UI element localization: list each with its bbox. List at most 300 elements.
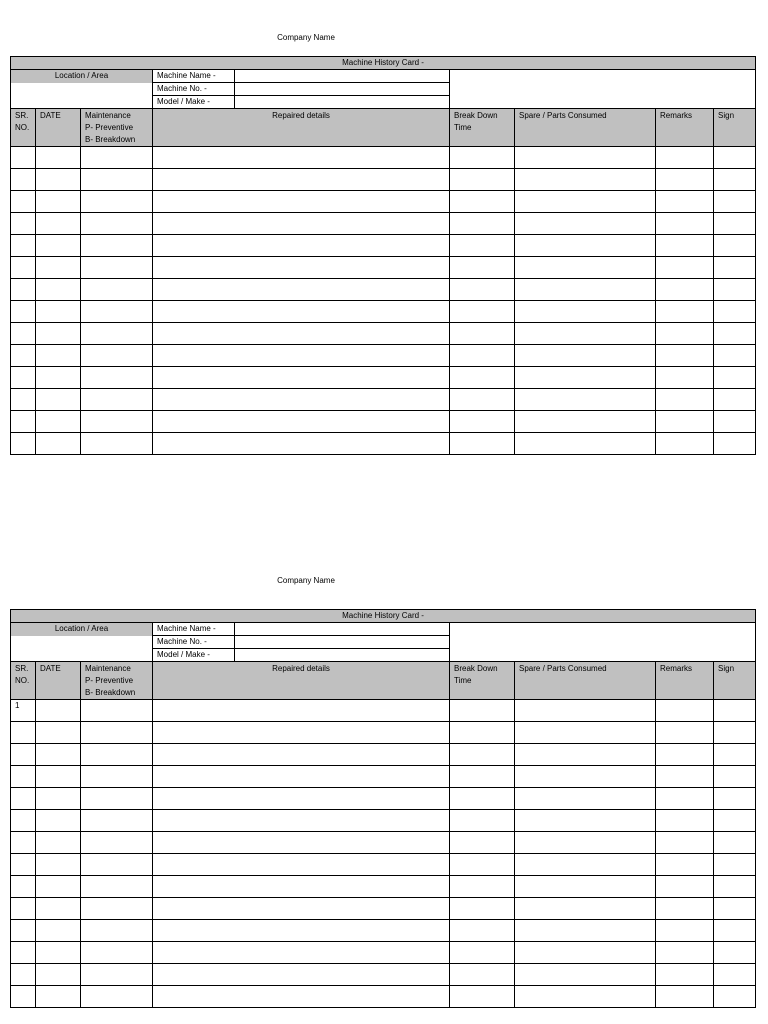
cell-break-down-time[interactable] bbox=[450, 367, 515, 389]
model-make-label: Model / Make - bbox=[153, 649, 235, 662]
cell-break-down-time[interactable] bbox=[450, 810, 515, 832]
cell-spare-parts[interactable] bbox=[515, 257, 656, 279]
cell-date[interactable] bbox=[36, 832, 81, 854]
cell-sr-no[interactable] bbox=[11, 235, 36, 257]
cell-sr-no[interactable] bbox=[11, 964, 36, 986]
col-sign: Sign bbox=[714, 662, 756, 700]
cell-sign[interactable] bbox=[714, 257, 756, 279]
cell-sr-no[interactable] bbox=[11, 832, 36, 854]
cell-spare-parts[interactable] bbox=[515, 345, 656, 367]
cell-spare-parts[interactable] bbox=[515, 323, 656, 345]
machine-no-label: Machine No. - bbox=[153, 83, 235, 96]
cell-maintenance[interactable] bbox=[81, 213, 153, 235]
cell-break-down-time[interactable] bbox=[450, 169, 515, 191]
cell-remarks[interactable] bbox=[656, 832, 714, 854]
cell-repaired-details[interactable] bbox=[153, 854, 450, 876]
cell-sr-no[interactable] bbox=[11, 169, 36, 191]
table-row bbox=[11, 964, 756, 986]
cell-sr-no[interactable] bbox=[11, 323, 36, 345]
maintenance-breakdown: B- Breakdown bbox=[85, 135, 136, 144]
cell-repaired-details[interactable] bbox=[153, 191, 450, 213]
table-row bbox=[11, 854, 756, 876]
cell-break-down-time[interactable] bbox=[450, 433, 515, 455]
cell-sr-no[interactable] bbox=[11, 257, 36, 279]
table-row bbox=[11, 788, 756, 810]
cell-remarks[interactable] bbox=[656, 700, 714, 722]
cell-repaired-details[interactable] bbox=[153, 832, 450, 854]
cell-maintenance[interactable] bbox=[81, 744, 153, 766]
cell-break-down-time[interactable] bbox=[450, 235, 515, 257]
cell-maintenance[interactable] bbox=[81, 876, 153, 898]
cell-sr-no[interactable] bbox=[11, 986, 36, 1008]
location-area-label: Location / Area bbox=[11, 70, 153, 83]
cell-maintenance[interactable] bbox=[81, 147, 153, 169]
cell-spare-parts[interactable] bbox=[515, 191, 656, 213]
cell-spare-parts[interactable] bbox=[515, 235, 656, 257]
table-row bbox=[11, 722, 756, 744]
cell-repaired-details[interactable] bbox=[153, 323, 450, 345]
cell-sign[interactable] bbox=[714, 920, 756, 942]
table-row bbox=[11, 898, 756, 920]
cell-sr-no[interactable] bbox=[11, 722, 36, 744]
cell-remarks[interactable] bbox=[656, 722, 714, 744]
cell-sign[interactable] bbox=[714, 964, 756, 986]
machine-no-field[interactable] bbox=[235, 636, 450, 649]
cell-remarks[interactable] bbox=[656, 147, 714, 169]
cell-break-down-time[interactable] bbox=[450, 279, 515, 301]
cell-break-down-time[interactable] bbox=[450, 942, 515, 964]
cell-remarks[interactable] bbox=[656, 854, 714, 876]
cell-spare-parts[interactable] bbox=[515, 213, 656, 235]
cell-sr-no[interactable] bbox=[11, 898, 36, 920]
cell-maintenance[interactable] bbox=[81, 301, 153, 323]
cell-break-down-time[interactable] bbox=[450, 147, 515, 169]
cell-spare-parts[interactable] bbox=[515, 744, 656, 766]
cell-spare-parts[interactable] bbox=[515, 920, 656, 942]
col-remarks: Remarks bbox=[656, 109, 714, 147]
cell-sign[interactable] bbox=[714, 411, 756, 433]
cell-maintenance[interactable] bbox=[81, 964, 153, 986]
card-title: Machine History Card - bbox=[11, 57, 756, 70]
cell-remarks[interactable] bbox=[656, 389, 714, 411]
location-area-label: Location / Area bbox=[11, 623, 153, 636]
cell-sr-no[interactable] bbox=[11, 301, 36, 323]
company-name-1: Company Name bbox=[277, 33, 335, 42]
cell-remarks[interactable] bbox=[656, 788, 714, 810]
cell-sign[interactable] bbox=[714, 169, 756, 191]
cell-sign[interactable] bbox=[714, 986, 756, 1008]
cell-break-down-time[interactable] bbox=[450, 832, 515, 854]
cell-break-down-time[interactable] bbox=[450, 898, 515, 920]
cell-maintenance[interactable] bbox=[81, 700, 153, 722]
cell-sr-no[interactable] bbox=[11, 411, 36, 433]
cell-sr-no[interactable] bbox=[11, 213, 36, 235]
table-row bbox=[11, 810, 756, 832]
location-area-field[interactable] bbox=[11, 83, 153, 109]
cell-maintenance[interactable] bbox=[81, 345, 153, 367]
cell-remarks[interactable] bbox=[656, 191, 714, 213]
table-row bbox=[11, 700, 756, 722]
cell-sr-no[interactable] bbox=[11, 920, 36, 942]
col-remarks: Remarks bbox=[656, 662, 714, 700]
cell-remarks[interactable] bbox=[656, 964, 714, 986]
cell-repaired-details[interactable] bbox=[153, 898, 450, 920]
cell-break-down-time[interactable] bbox=[450, 345, 515, 367]
cell-repaired-details[interactable] bbox=[153, 810, 450, 832]
cell-spare-parts[interactable] bbox=[515, 964, 656, 986]
cell-date[interactable] bbox=[36, 876, 81, 898]
cell-remarks[interactable] bbox=[656, 367, 714, 389]
cell-remarks[interactable] bbox=[656, 213, 714, 235]
cell-date[interactable] bbox=[36, 345, 81, 367]
table-row bbox=[11, 257, 756, 279]
cell-sign[interactable] bbox=[714, 942, 756, 964]
cell-repaired-details[interactable] bbox=[153, 920, 450, 942]
cell-maintenance[interactable] bbox=[81, 367, 153, 389]
cell-maintenance[interactable] bbox=[81, 323, 153, 345]
cell-sign[interactable] bbox=[714, 788, 756, 810]
cell-spare-parts[interactable] bbox=[515, 389, 656, 411]
cell-maintenance[interactable] bbox=[81, 920, 153, 942]
cell-date[interactable] bbox=[36, 810, 81, 832]
cell-sign[interactable] bbox=[714, 367, 756, 389]
cell-spare-parts[interactable] bbox=[515, 942, 656, 964]
cell-repaired-details[interactable] bbox=[153, 744, 450, 766]
cell-maintenance[interactable] bbox=[81, 832, 153, 854]
cell-sr-no[interactable] bbox=[11, 876, 36, 898]
table-row bbox=[11, 301, 756, 323]
machine-name-label: Machine Name - bbox=[153, 70, 235, 83]
cell-break-down-time[interactable] bbox=[450, 854, 515, 876]
card2-rows bbox=[11, 700, 756, 1008]
col-spare-parts: Spare / Parts Consumed bbox=[515, 109, 656, 147]
maintenance-preventive: P- Preventive bbox=[85, 123, 134, 132]
cell-sign[interactable] bbox=[714, 810, 756, 832]
cell-repaired-details[interactable] bbox=[153, 147, 450, 169]
cell-remarks[interactable] bbox=[656, 279, 714, 301]
cell-spare-parts[interactable] bbox=[515, 722, 656, 744]
cell-sign[interactable] bbox=[714, 700, 756, 722]
cell-sr-no[interactable] bbox=[11, 147, 36, 169]
cell-maintenance[interactable] bbox=[81, 411, 153, 433]
cell-maintenance[interactable] bbox=[81, 986, 153, 1008]
cell-repaired-details[interactable] bbox=[153, 766, 450, 788]
cell-repaired-details[interactable] bbox=[153, 301, 450, 323]
cell-sign[interactable] bbox=[714, 876, 756, 898]
cell-sr-no[interactable] bbox=[11, 942, 36, 964]
cell-maintenance[interactable] bbox=[81, 854, 153, 876]
table-row bbox=[11, 345, 756, 367]
col-break-down-time: Break Down Time bbox=[450, 662, 515, 700]
cell-repaired-details[interactable] bbox=[153, 788, 450, 810]
cell-sign[interactable] bbox=[714, 279, 756, 301]
maintenance-preventive: P- Preventive bbox=[85, 676, 134, 685]
cell-spare-parts[interactable] bbox=[515, 279, 656, 301]
cell-repaired-details[interactable] bbox=[153, 986, 450, 1008]
col-sign: Sign bbox=[714, 109, 756, 147]
cell-remarks[interactable] bbox=[656, 920, 714, 942]
cell-sign[interactable] bbox=[714, 433, 756, 455]
col-spare-parts: Spare / Parts Consumed bbox=[515, 662, 656, 700]
header-blank bbox=[450, 70, 756, 109]
cell-date[interactable] bbox=[36, 700, 81, 722]
cell-date[interactable] bbox=[36, 986, 81, 1008]
cell-sr-no[interactable] bbox=[11, 744, 36, 766]
cell-date[interactable] bbox=[36, 942, 81, 964]
header-blank bbox=[450, 623, 756, 662]
cell-maintenance[interactable] bbox=[81, 279, 153, 301]
cell-break-down-time[interactable] bbox=[450, 766, 515, 788]
cell-remarks[interactable] bbox=[656, 323, 714, 345]
cell-maintenance[interactable] bbox=[81, 766, 153, 788]
cell-repaired-details[interactable] bbox=[153, 433, 450, 455]
machine-history-card-2 bbox=[10, 609, 756, 1008]
cell-repaired-details[interactable] bbox=[153, 942, 450, 964]
table-row bbox=[11, 279, 756, 301]
cell-sign[interactable] bbox=[714, 832, 756, 854]
cell-spare-parts[interactable] bbox=[515, 832, 656, 854]
cell-spare-parts[interactable] bbox=[515, 898, 656, 920]
cell-maintenance[interactable] bbox=[81, 788, 153, 810]
cell-sign[interactable] bbox=[714, 235, 756, 257]
cell-maintenance[interactable] bbox=[81, 191, 153, 213]
cell-maintenance[interactable] bbox=[81, 810, 153, 832]
cell-remarks[interactable] bbox=[656, 810, 714, 832]
cell-spare-parts[interactable] bbox=[515, 854, 656, 876]
col-repaired-details: Repaired details bbox=[153, 109, 450, 147]
machine-name-field[interactable] bbox=[235, 623, 450, 636]
cell-sign[interactable] bbox=[714, 722, 756, 744]
maintenance-breakdown: B- Breakdown bbox=[85, 688, 136, 697]
cell-sign[interactable] bbox=[714, 345, 756, 367]
maintenance-label: Maintenance bbox=[85, 664, 131, 673]
cell-date[interactable] bbox=[36, 367, 81, 389]
cell-repaired-details[interactable] bbox=[153, 389, 450, 411]
cell-spare-parts[interactable] bbox=[515, 788, 656, 810]
cell-spare-parts[interactable] bbox=[515, 411, 656, 433]
location-area-field[interactable] bbox=[11, 636, 153, 662]
cell-remarks[interactable] bbox=[656, 433, 714, 455]
cell-break-down-time[interactable] bbox=[450, 722, 515, 744]
table-row bbox=[11, 235, 756, 257]
col-maintenance bbox=[81, 109, 153, 147]
cell-date[interactable] bbox=[36, 191, 81, 213]
cell-break-down-time[interactable] bbox=[450, 257, 515, 279]
cell-sr-no[interactable] bbox=[11, 433, 36, 455]
cell-date[interactable] bbox=[36, 235, 81, 257]
cell-sr-no[interactable] bbox=[11, 766, 36, 788]
cell-maintenance[interactable] bbox=[81, 722, 153, 744]
maintenance-label: Maintenance bbox=[85, 111, 131, 120]
cell-maintenance[interactable] bbox=[81, 257, 153, 279]
table-row bbox=[11, 323, 756, 345]
cell-repaired-details[interactable] bbox=[153, 257, 450, 279]
cell-repaired-details[interactable] bbox=[153, 411, 450, 433]
cell-spare-parts[interactable] bbox=[515, 876, 656, 898]
cell-repaired-details[interactable] bbox=[153, 964, 450, 986]
cell-sr-no[interactable] bbox=[11, 345, 36, 367]
machine-name-label: Machine Name - bbox=[153, 623, 235, 636]
cell-sign[interactable] bbox=[714, 744, 756, 766]
cell-spare-parts[interactable] bbox=[515, 433, 656, 455]
cell-date[interactable] bbox=[36, 279, 81, 301]
cell-break-down-time[interactable] bbox=[450, 920, 515, 942]
cell-spare-parts[interactable] bbox=[515, 810, 656, 832]
cell-remarks[interactable] bbox=[656, 301, 714, 323]
company-name-2: Company Name bbox=[277, 576, 335, 585]
cell-remarks[interactable] bbox=[656, 898, 714, 920]
cell-sr-no[interactable] bbox=[11, 367, 36, 389]
cell-date[interactable] bbox=[36, 169, 81, 191]
cell-date[interactable] bbox=[36, 389, 81, 411]
cell-date[interactable] bbox=[36, 213, 81, 235]
cell-spare-parts[interactable] bbox=[515, 169, 656, 191]
cell-date[interactable] bbox=[36, 854, 81, 876]
cell-repaired-details[interactable] bbox=[153, 345, 450, 367]
cell-spare-parts[interactable] bbox=[515, 700, 656, 722]
cell-remarks[interactable] bbox=[656, 235, 714, 257]
cell-date[interactable] bbox=[36, 411, 81, 433]
cell-repaired-details[interactable] bbox=[153, 367, 450, 389]
col-repaired-details: Repaired details bbox=[153, 662, 450, 700]
table-row bbox=[11, 766, 756, 788]
machine-no-field[interactable] bbox=[235, 83, 450, 96]
cell-date[interactable] bbox=[36, 323, 81, 345]
cell-repaired-details[interactable] bbox=[153, 279, 450, 301]
cell-sign[interactable] bbox=[714, 389, 756, 411]
cell-repaired-details[interactable] bbox=[153, 169, 450, 191]
model-make-field[interactable] bbox=[235, 649, 450, 662]
cell-remarks[interactable] bbox=[656, 766, 714, 788]
cell-break-down-time[interactable] bbox=[450, 213, 515, 235]
cell-remarks[interactable] bbox=[656, 345, 714, 367]
cell-sr-no[interactable]: 1 bbox=[11, 700, 36, 722]
cell-date[interactable] bbox=[36, 257, 81, 279]
cell-break-down-time[interactable] bbox=[450, 964, 515, 986]
cell-sign[interactable] bbox=[714, 191, 756, 213]
cell-sign[interactable] bbox=[714, 323, 756, 345]
cell-break-down-time[interactable] bbox=[450, 700, 515, 722]
table-row bbox=[11, 389, 756, 411]
cell-break-down-time[interactable] bbox=[450, 323, 515, 345]
table-row bbox=[11, 832, 756, 854]
cell-date[interactable] bbox=[36, 433, 81, 455]
cell-maintenance[interactable] bbox=[81, 942, 153, 964]
card1-rows bbox=[11, 147, 756, 455]
table-row bbox=[11, 213, 756, 235]
cell-spare-parts[interactable] bbox=[515, 301, 656, 323]
cell-sign[interactable] bbox=[714, 766, 756, 788]
table-row bbox=[11, 433, 756, 455]
cell-date[interactable] bbox=[36, 964, 81, 986]
machine-no-label: Machine No. - bbox=[153, 636, 235, 649]
cell-date[interactable] bbox=[36, 920, 81, 942]
col-date: DATE bbox=[36, 662, 81, 700]
cell-break-down-time[interactable] bbox=[450, 876, 515, 898]
col-sr-no: SR. NO. bbox=[11, 109, 36, 147]
cell-remarks[interactable] bbox=[656, 986, 714, 1008]
machine-history-card-1 bbox=[10, 56, 756, 455]
table-row bbox=[11, 920, 756, 942]
cell-sr-no[interactable] bbox=[11, 788, 36, 810]
cell-repaired-details[interactable] bbox=[153, 876, 450, 898]
cell-sign[interactable] bbox=[714, 147, 756, 169]
cell-remarks[interactable] bbox=[656, 257, 714, 279]
cell-sr-no[interactable] bbox=[11, 854, 36, 876]
cell-break-down-time[interactable] bbox=[450, 389, 515, 411]
cell-remarks[interactable] bbox=[656, 169, 714, 191]
cell-sr-no[interactable] bbox=[11, 279, 36, 301]
model-make-label: Model / Make - bbox=[153, 96, 235, 109]
cell-sr-no[interactable] bbox=[11, 389, 36, 411]
cell-maintenance[interactable] bbox=[81, 898, 153, 920]
cell-sign[interactable] bbox=[714, 854, 756, 876]
cell-date[interactable] bbox=[36, 788, 81, 810]
cell-remarks[interactable] bbox=[656, 942, 714, 964]
col-sr-no: SR. NO. bbox=[11, 662, 36, 700]
cell-date[interactable] bbox=[36, 898, 81, 920]
model-make-field[interactable] bbox=[235, 96, 450, 109]
cell-spare-parts[interactable] bbox=[515, 766, 656, 788]
cell-sign[interactable] bbox=[714, 301, 756, 323]
table-row bbox=[11, 411, 756, 433]
cell-remarks[interactable] bbox=[656, 744, 714, 766]
col-maintenance bbox=[81, 662, 153, 700]
cell-break-down-time[interactable] bbox=[450, 411, 515, 433]
cell-break-down-time[interactable] bbox=[450, 301, 515, 323]
col-date: DATE bbox=[36, 109, 81, 147]
cell-spare-parts[interactable] bbox=[515, 367, 656, 389]
cell-date[interactable] bbox=[36, 766, 81, 788]
cell-maintenance[interactable] bbox=[81, 169, 153, 191]
cell-maintenance[interactable] bbox=[81, 235, 153, 257]
table-row bbox=[11, 367, 756, 389]
cell-remarks[interactable] bbox=[656, 411, 714, 433]
cell-sign[interactable] bbox=[714, 898, 756, 920]
cell-break-down-time[interactable] bbox=[450, 744, 515, 766]
cell-date[interactable] bbox=[36, 744, 81, 766]
card-title: Machine History Card - bbox=[11, 610, 756, 623]
cell-repaired-details[interactable] bbox=[153, 235, 450, 257]
cell-maintenance[interactable] bbox=[81, 389, 153, 411]
cell-sign[interactable] bbox=[714, 213, 756, 235]
table-row bbox=[11, 191, 756, 213]
cell-date[interactable] bbox=[36, 301, 81, 323]
cell-break-down-time[interactable] bbox=[450, 191, 515, 213]
cell-repaired-details[interactable] bbox=[153, 722, 450, 744]
cell-repaired-details[interactable] bbox=[153, 700, 450, 722]
table-row bbox=[11, 986, 756, 1008]
table-row bbox=[11, 942, 756, 964]
cell-break-down-time[interactable] bbox=[450, 788, 515, 810]
cell-date[interactable] bbox=[36, 722, 81, 744]
col-break-down-time: Break Down Time bbox=[450, 109, 515, 147]
table-row bbox=[11, 876, 756, 898]
cell-sr-no[interactable] bbox=[11, 810, 36, 832]
table-row bbox=[11, 744, 756, 766]
cell-spare-parts[interactable] bbox=[515, 986, 656, 1008]
machine-name-field[interactable] bbox=[235, 70, 450, 83]
cell-maintenance[interactable] bbox=[81, 433, 153, 455]
table-row bbox=[11, 147, 756, 169]
cell-sr-no[interactable] bbox=[11, 191, 36, 213]
cell-spare-parts[interactable] bbox=[515, 147, 656, 169]
cell-remarks[interactable] bbox=[656, 876, 714, 898]
cell-repaired-details[interactable] bbox=[153, 213, 450, 235]
table-row bbox=[11, 169, 756, 191]
cell-date[interactable] bbox=[36, 147, 81, 169]
cell-break-down-time[interactable] bbox=[450, 986, 515, 1008]
